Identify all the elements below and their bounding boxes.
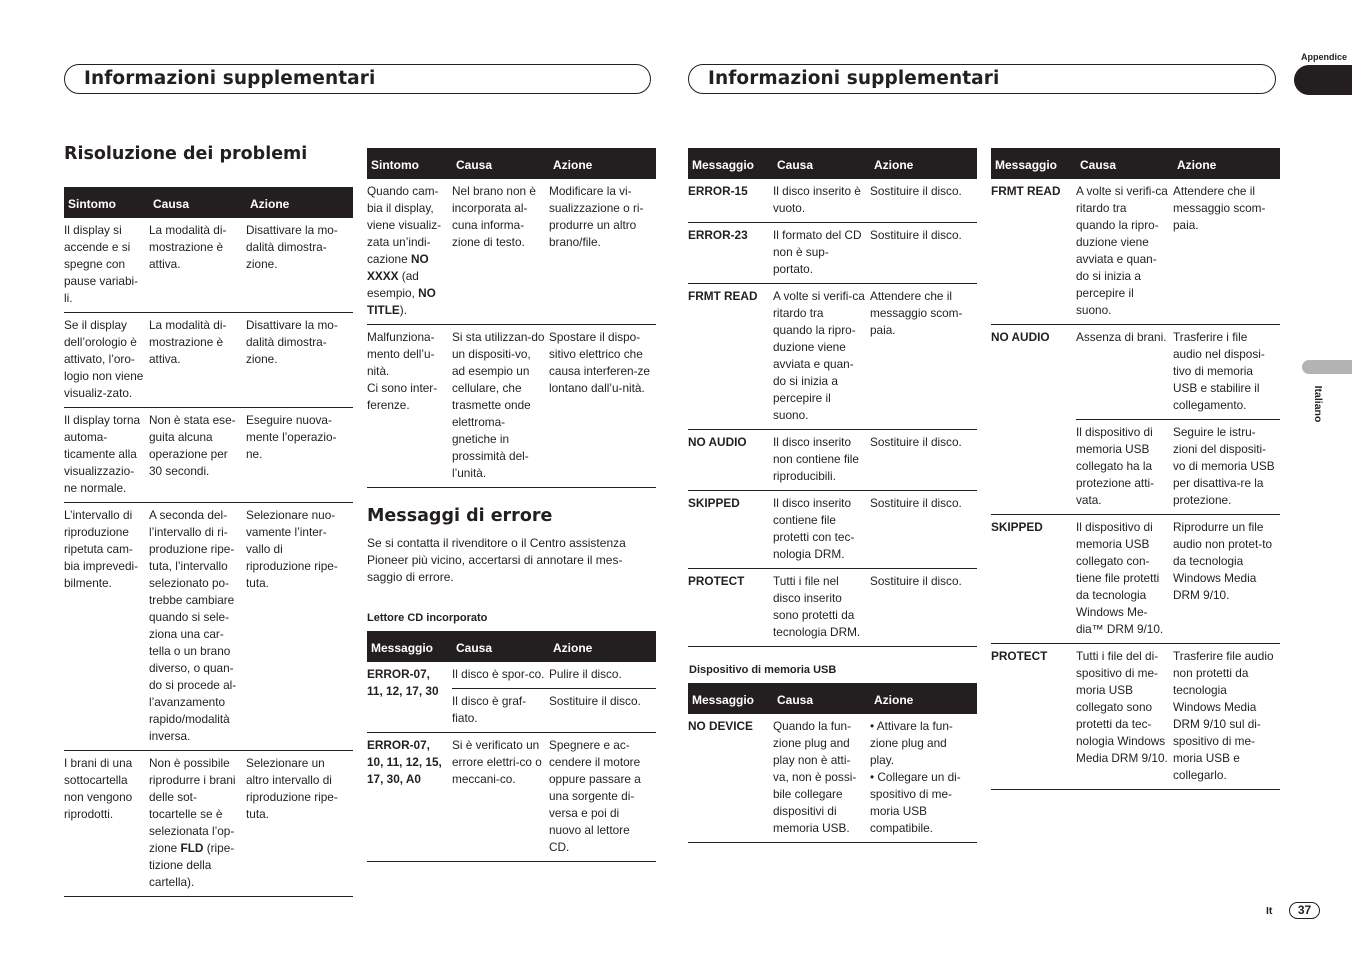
- message-cell: PROTECT: [991, 644, 1076, 790]
- table-row: [367, 733, 656, 862]
- action-cell: Selezionare nuo-vamente l’inter-vallo di riproduzione ripe-tuta.: [246, 503, 353, 751]
- column-header-causa: Causa: [452, 631, 549, 662]
- message-cell: ERROR-15: [688, 179, 773, 223]
- column-header-azione: Azione: [870, 683, 977, 714]
- table-row: [367, 662, 656, 689]
- action-cell: Eseguire nuova-mente l’operazio-ne.: [246, 408, 353, 503]
- symptom-cell: L’intervallo di riproduzione ripetuta cam-bia imprevedi-bilmente.: [64, 503, 149, 751]
- table-row: [991, 644, 1280, 790]
- table-row: [64, 313, 353, 408]
- action-cell: Spegnere e ac-cendere il motore oppure passare a una sorgente di-versa e poi di nuovo al lettore CD.: [549, 733, 656, 862]
- message-cell: NO AUDIO: [991, 325, 1076, 515]
- action-cell: Sostituire il disco.: [870, 569, 977, 647]
- column-header-messaggio: Messaggio: [991, 148, 1076, 179]
- column-header-azione: Azione: [870, 148, 977, 179]
- message-cell: ERROR-07, 10, 11, 12, 15, 17, 30, A0: [367, 733, 452, 862]
- table-row: [688, 284, 977, 430]
- symptom-cell: I brani di una sottocartella non vengono riprodotti.: [64, 751, 149, 897]
- action-cell: Modificare la vi-sualizzazione o ri-produrre un altro brano/file.: [549, 179, 656, 325]
- symptom-cell: Se il display dell’orologio è attivato, l’oro-logio non viene visualiz-zato.: [64, 313, 149, 408]
- table-row: [991, 179, 1280, 325]
- action-cell: Pulire il disco.: [549, 667, 622, 681]
- action-cell: Riprodurre un file audio non protet-to da tecnologia Windows Media DRM 9/10.: [1173, 515, 1280, 644]
- cause-cell: Non è stata ese-guita alcuna operazione per 30 secondi.: [149, 408, 246, 503]
- usb-subtitle: Dispositivo di memoria USB: [689, 664, 837, 676]
- action-cell: Attendere che il messaggio scom-paia.: [870, 284, 977, 430]
- cause-cell: Il disco è spor-co.: [452, 667, 545, 681]
- column-header-causa: Causa: [452, 148, 549, 179]
- message-cell: FRMT READ: [991, 179, 1076, 325]
- language-label: Italiano: [1312, 385, 1324, 423]
- symptom-cell: Il display torna automa-ticamente alla visualizzazio-ne normale.: [64, 408, 149, 503]
- column-header-sintomo: Sintomo: [367, 148, 452, 179]
- cause-cell: Non è possibile riprodurre i brani delle sot-tocartelle se è selezionata l’op-zione FLD (ripe-tizione della cartella).: [149, 751, 246, 897]
- usb-error-table: [688, 683, 977, 843]
- message-cell: NO AUDIO: [688, 430, 773, 491]
- column-header-azione: Azione: [549, 148, 656, 179]
- message-cell: SKIPPED: [991, 515, 1076, 644]
- column-header-sintomo: Sintomo: [64, 187, 149, 218]
- action-cell: Disattivare la mo-dalità dimostra-zione.: [246, 218, 353, 313]
- section-tab-marker: [1294, 65, 1352, 95]
- language-tab-marker: [1302, 360, 1352, 374]
- table-row: [64, 503, 353, 751]
- column-header-azione: Azione: [1173, 148, 1280, 179]
- column-header-causa: Causa: [149, 187, 246, 218]
- column-header-messaggio: Messaggio: [367, 631, 452, 662]
- column-header-messaggio: Messaggio: [688, 148, 773, 179]
- cause-cell: Il dispositivo di memoria USB collegato con-tiene file protetti da tecnologia Windows Me-dia™ DRM 9/10.: [1076, 515, 1173, 644]
- action-cell: Sostituire il disco.: [870, 430, 977, 491]
- symptom-cell: Il display si accende e si spegne con pause variabi-li.: [64, 218, 149, 313]
- troubleshooting-title: Risoluzione dei problemi: [64, 144, 308, 164]
- symptom-cell: Malfunziona-mento dell’u-nità. Ci sono inter-ferenze.: [367, 325, 452, 488]
- message-cell: ERROR-23: [688, 223, 773, 284]
- column-header-causa: Causa: [773, 683, 870, 714]
- error-messages-intro: Se si contatta il rivenditore o il Centro assistenza Pioneer più vicino, accertarsi di annotare il mes-saggio di errore.: [367, 536, 626, 584]
- cause-cell: La modalità di-mostrazione è attiva.: [149, 218, 246, 313]
- table-row: [64, 218, 353, 313]
- action-cell: Disattivare la mo-dalità dimostra-zione.: [246, 313, 353, 408]
- cause-cell: Nel brano non è incorporata al-cuna informa-zione di testo.: [452, 179, 549, 325]
- message-cell: FRMT READ: [688, 284, 773, 430]
- column-header-causa: Causa: [1076, 148, 1173, 179]
- message-cell: ERROR-07, 11, 12, 17, 30: [367, 662, 452, 733]
- table-row: [64, 408, 353, 503]
- cause-cell: La modalità di-mostrazione è attiva.: [149, 313, 246, 408]
- appendix-label: Appendice: [1300, 52, 1347, 62]
- cause-cell: Assenza di brani.: [1076, 330, 1167, 344]
- footer-language-code: It: [1266, 905, 1273, 917]
- table-row: [688, 430, 977, 491]
- message-cell: NO DEVICE: [688, 714, 773, 843]
- message-cell: SKIPPED: [688, 491, 773, 569]
- symptom-cell: Quando cam-bia il display, viene visualiz-zata un’indi-cazione NO XXXX (ad esempio, NO TITLE).: [367, 179, 452, 325]
- cause-cell: Il disco inserito non contiene file riproducibili.: [773, 430, 870, 491]
- table-row: [64, 751, 353, 897]
- cause-cell: Il formato del CD non è sup-portato.: [773, 223, 870, 284]
- table-row: [688, 569, 977, 647]
- table-row: [367, 325, 656, 488]
- error-messages-title: Messaggi di errore: [367, 506, 553, 526]
- cause-cell: Quando la fun-zione plug and play non è atti-va, non è possi-bile collegare dispositivi di memoria USB.: [773, 714, 870, 843]
- cause-cell: Il disco è graf-fiato.: [452, 689, 549, 733]
- action-cell: Sostituire il disco.: [870, 491, 977, 569]
- message-cell: PROTECT: [688, 569, 773, 647]
- action-cell: Spostare il dispo-sitivo elettrico che causa interferen-ze lontano dall’u-nità.: [549, 325, 656, 488]
- usb-error-table-continued: [991, 148, 1280, 790]
- table-row: [991, 515, 1280, 644]
- cause-cell: A volte si verifi-ca ritardo tra quando la ripro-duzione viene avviata e quan-do si inizia a percepire il suono.: [773, 284, 870, 430]
- cause-cell: A volte si verifi-ca ritardo tra quando la ripro-duzione viene avviata e quan-do si inizia a percepire il suono.: [1076, 179, 1173, 325]
- cd-error-table: [367, 631, 656, 862]
- table-row: [688, 179, 977, 223]
- cause-cell: Tutti i file del di-spositivo di me-moria USB collegato sono protetti da tec-nologia Windows Media DRM 9/10.: [1076, 644, 1173, 790]
- cause-cell: Tutti i file nel disco inserito sono protetti da tecnologia DRM.: [773, 569, 870, 647]
- table-row: [991, 325, 1280, 420]
- column-header-messaggio: Messaggio: [688, 683, 773, 714]
- column-header-azione: Azione: [549, 631, 656, 662]
- table-row: [367, 179, 656, 325]
- column-header-azione: Azione: [246, 187, 353, 218]
- troubleshooting-table-continued: [367, 148, 656, 488]
- action-cell: • Attivare la fun-zione plug and play. • Collegare un di-spositivo di me-moria USB compatibile.: [870, 714, 977, 843]
- cause-cell: Il disco inserito contiene file protetti con tec-nologia DRM.: [773, 491, 870, 569]
- cause-cell: Il dispositivo di memoria USB collegato ha la protezione atti-vata.: [1076, 420, 1173, 515]
- page-number: 37: [1289, 902, 1320, 919]
- cause-cell: Si sta utilizzan-do un dispositi-vo, ad esempio un cellulare, che trasmette onde elettroma-gnetiche in prossimità del-l’unità.: [452, 325, 549, 488]
- cause-cell: Il disco inserito è vuoto.: [773, 179, 870, 223]
- action-cell: Trasferire file audio non protetti da tecnologia Windows Media DRM 9/10 sul di-spositivo di me-moria USB e collegarlo.: [1173, 644, 1280, 790]
- action-cell: Trasferire i file audio nel disposi-tivo di memoria USB e stabilire il collegamento.: [1173, 330, 1265, 412]
- action-cell: Selezionare un altro intervallo di riproduzione ripe-tuta.: [246, 751, 353, 897]
- action-cell: Sostituire il disco.: [870, 223, 977, 284]
- column-header-causa: Causa: [773, 148, 870, 179]
- action-cell: Attendere che il messaggio scom-paia.: [1173, 179, 1280, 325]
- cd-player-subtitle: Lettore CD incorporato: [367, 612, 488, 624]
- table-row: [688, 714, 977, 843]
- table-row: [688, 491, 977, 569]
- cause-cell: A seconda del-l’intervallo di ri-produzione ripe-tuta, l’intervallo selezionato po-trebbe cambiare quando si sele-ziona una car-tella o un brano diverso, o quan-do si procede al-l’avanzamento rapido/modalità inversa.: [149, 503, 246, 751]
- action-cell: Seguire le istru-zioni del dispositi-vo di memoria USB per disattiva-re la protezione.: [1173, 420, 1280, 515]
- table-row: [688, 223, 977, 284]
- action-cell: Sostituire il disco.: [870, 179, 977, 223]
- right-section-header: Informazioni supplementari: [688, 64, 1276, 94]
- action-cell: Sostituire il disco.: [549, 689, 656, 733]
- troubleshooting-table: [64, 187, 353, 897]
- cd-error-table-continued: [688, 148, 977, 647]
- cause-cell: Si è verificato un errore elettri-co o meccani-co.: [452, 733, 549, 862]
- left-section-header: Informazioni supplementari: [64, 64, 651, 94]
